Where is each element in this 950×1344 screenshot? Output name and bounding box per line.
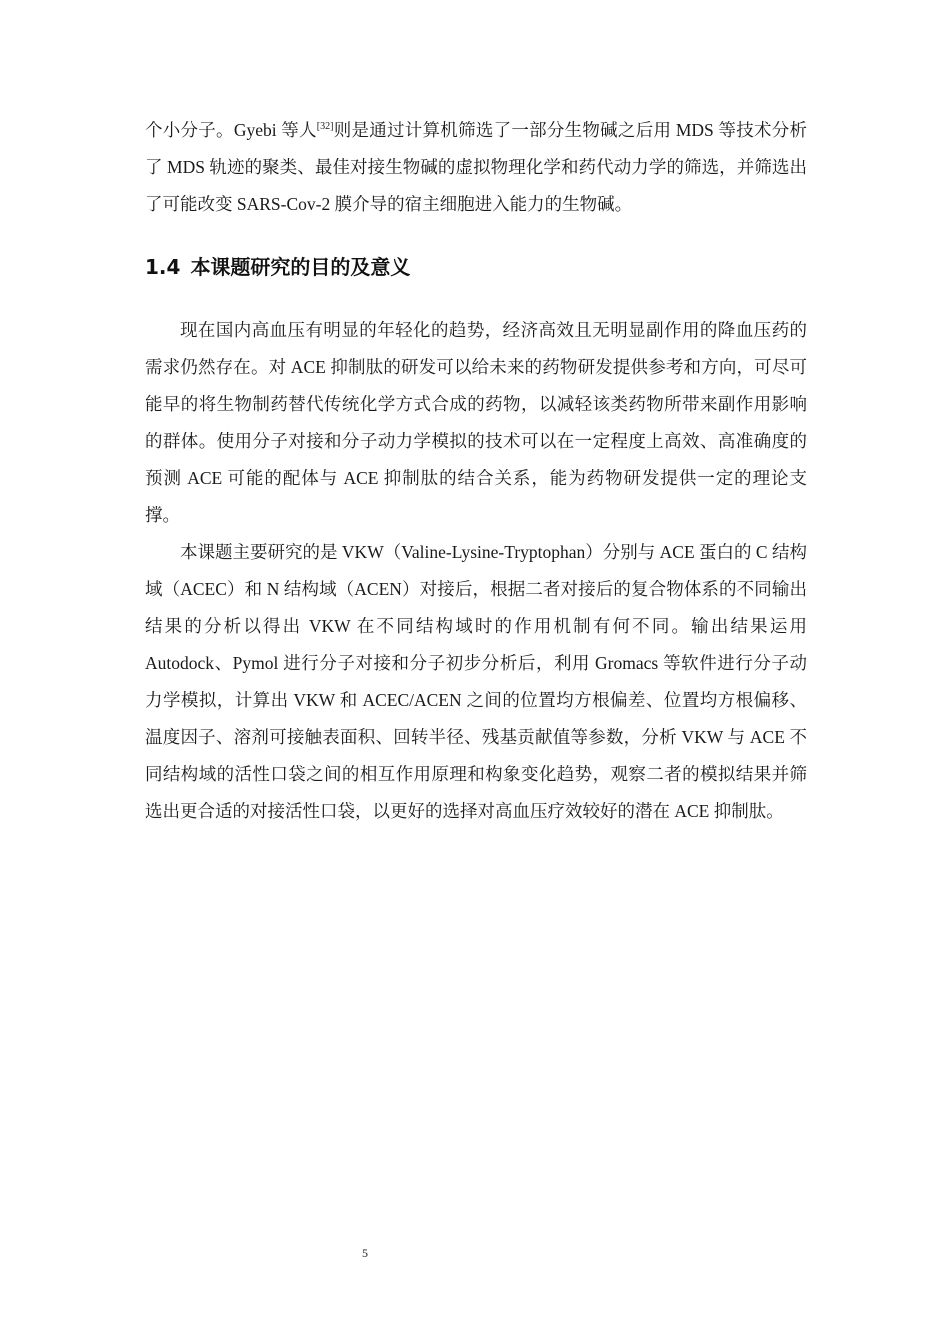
section-number: 1.4 <box>145 255 181 279</box>
page-number: 5 <box>362 1246 368 1260</box>
intro-paragraph <box>145 112 807 223</box>
section-title: 本课题研究的目的及意义 <box>190 255 411 279</box>
intro-text-start: 个小分子。Gyebi 等人 <box>145 120 317 140</box>
section-heading <box>145 247 807 287</box>
intro-text-end: 则是通过计算机筛选了一部分生物碱之后用 MDS 等技术分析了 MDS 轨迹的聚类、最佳对接生物碱的虚拟物理化学和药代动力学的筛选，并筛选出了可能改变 SARS-Cov-2 膜介导的宿主细胞进入能力的生物碱。 <box>145 120 807 214</box>
citation-reference: [32] <box>316 121 334 133</box>
body-paragraph-research-content: 本课题主要研究的是 VKW（Valine-Lysine-Tryptophan）分别与 ACE 蛋白的 C 结构域（ACEC）和 N 结构域（ACEN）对接后，根据二者对接后的复合物体系的不同输出结果的分析以得出 VKW 在不同结构域时的作用机制有何不同。输出结果运用 Autodock、Pymol 进行分子对接和分子初步分析后，利用 Gromacs 等软件进行分子动力学模拟，计算出 VKW 和 ACEC/ACEN 之间的位置均方根偏差、位置均方根偏移、温度因子、溶剂可接触表面积、回转半径、残基贡献值等参数，分析 VKW 与 ACE 不同结构域的活性口袋之间的相互作用原理和构象变化趋势，观察二者的模拟结果并筛选出更合适的对接活性口袋，以更好的选择对高血压疗效较好的潜在 ACE 抑制肽。 <box>145 542 807 821</box>
body-paragraph-significance: 现在国内高血压有明显的年轻化的趋势，经济高效且无明显副作用的降血压药的需求仍然存在。对 ACE 抑制肽的研发可以给未来的药物研发提供参考和方向，可尽可能早的将生物制药替代传统化学方式合成的药物，以减轻该类药物所带来副作用影响的群体。使用分子对接和分子动力学模拟的技术可以在一定程度上高效、高准确度的预测 ACE 可能的配体与 ACE 抑制肽的结合关系，能为药物研发提供一定的理论支撑。 <box>145 320 807 525</box>
page-content <box>145 112 807 830</box>
